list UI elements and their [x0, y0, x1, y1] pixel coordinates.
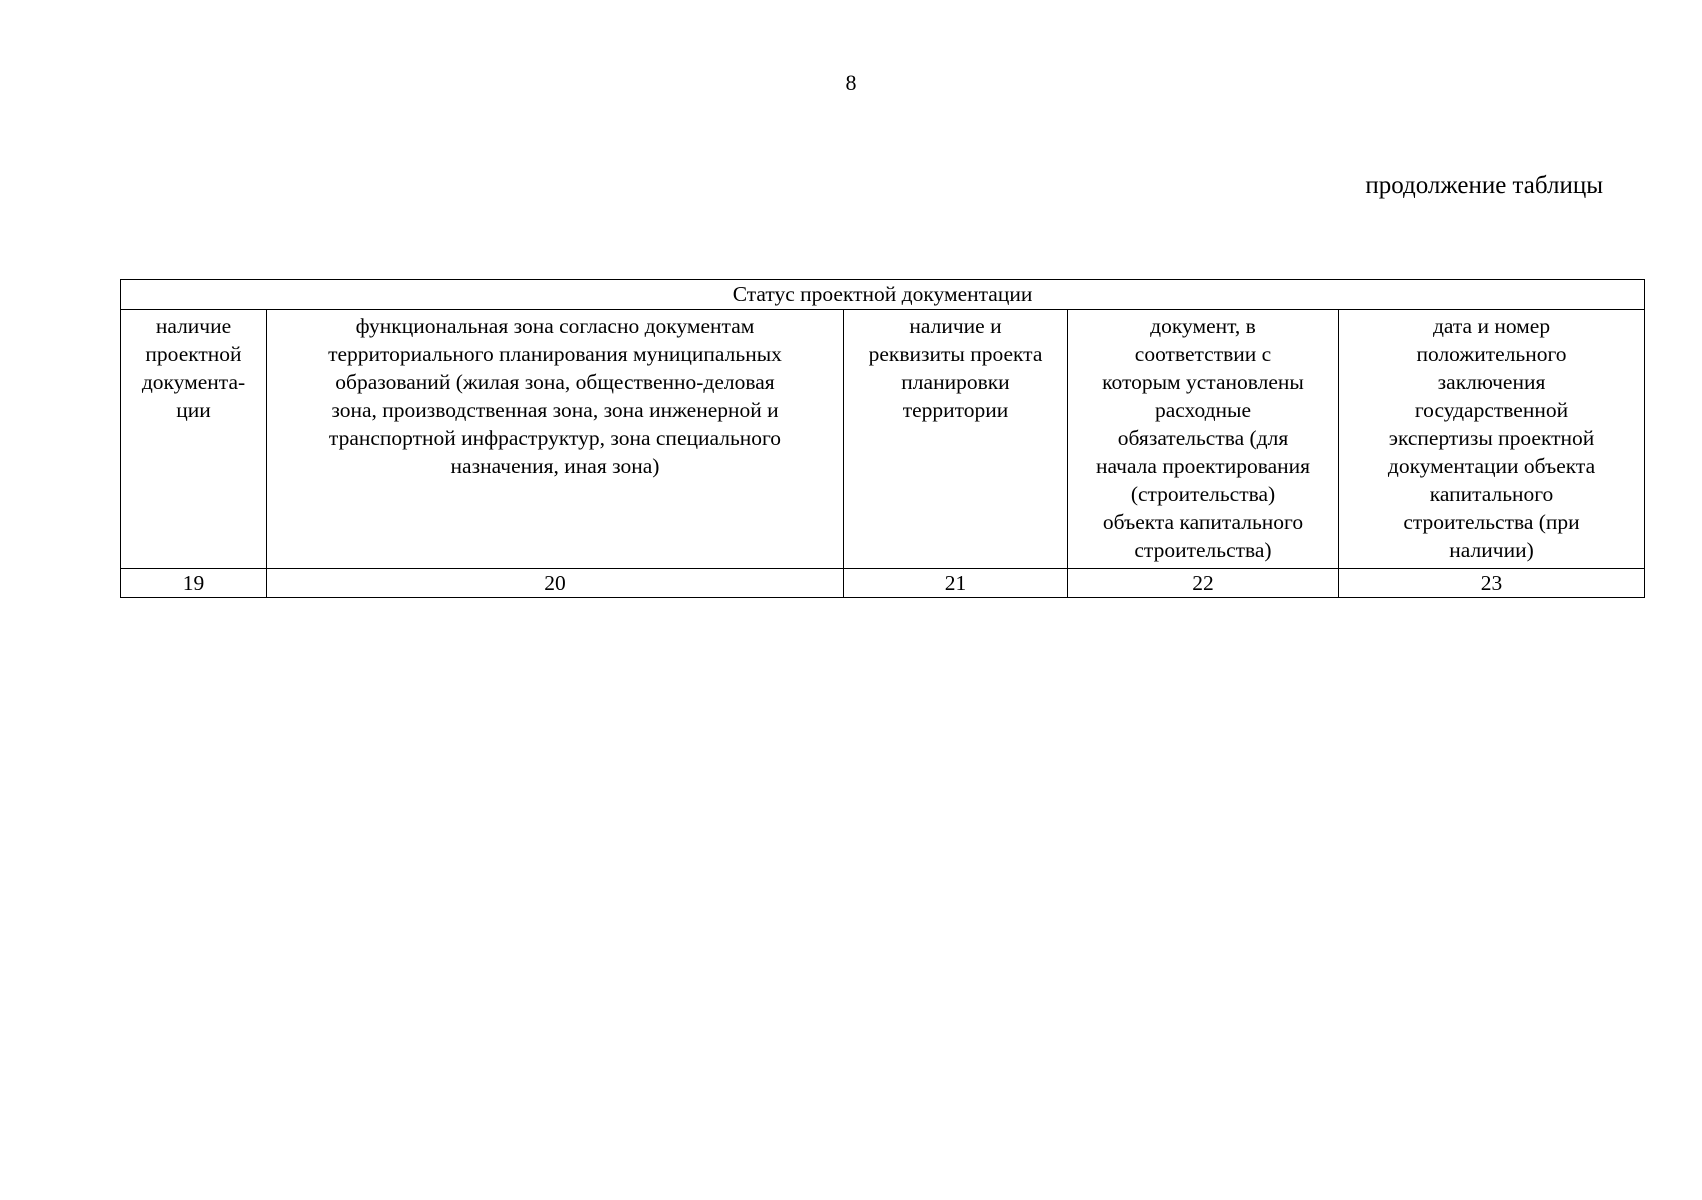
column-header-23: [1339, 310, 1645, 569]
table-column-number-row: [121, 569, 1645, 598]
column-header-20: [267, 310, 844, 569]
group-header-cell: [121, 280, 1645, 310]
column-header-22-text: документ, в соответствии с которым установлены расходные обязательства (для начала проектирования (строительства) объекта капитального строительства): [1095, 314, 1311, 562]
column-header-19: [121, 310, 267, 569]
table-group-header-row: [121, 280, 1645, 310]
column-number-20: 20: [267, 569, 844, 598]
project-documentation-status-table: [120, 279, 1645, 598]
page-number: 8: [845, 70, 857, 95]
column-number-21: 21: [844, 569, 1068, 598]
column-header-21-text: наличие и реквизиты проекта планировки территории: [868, 314, 1043, 422]
table-column-header-row: [121, 310, 1645, 569]
column-header-21: [844, 310, 1068, 569]
column-header-20-text: функциональная зона согласно документам территориального планирования муниципальных образований (жилая зона, общественно-деловая зона, производственная зона, зона инженерной и транспортной инфраструктур, зона специального назначения, иная зона): [328, 314, 782, 478]
column-header-22: [1068, 310, 1339, 569]
column-number-22: 22: [1068, 569, 1339, 598]
group-header-text: Статус проектной документации: [732, 282, 1033, 306]
table-continuation-label: продолжение таблицы: [1365, 172, 1603, 199]
column-header-19-text: наличие проектной документа- ции: [141, 314, 246, 422]
column-number-19: 19: [121, 569, 267, 598]
column-number-23: 23: [1339, 569, 1645, 598]
column-header-23-text: дата и номер положительного заключения государственной экспертизы проектной документации объекта капитального строительства (при наличии): [1387, 314, 1596, 562]
